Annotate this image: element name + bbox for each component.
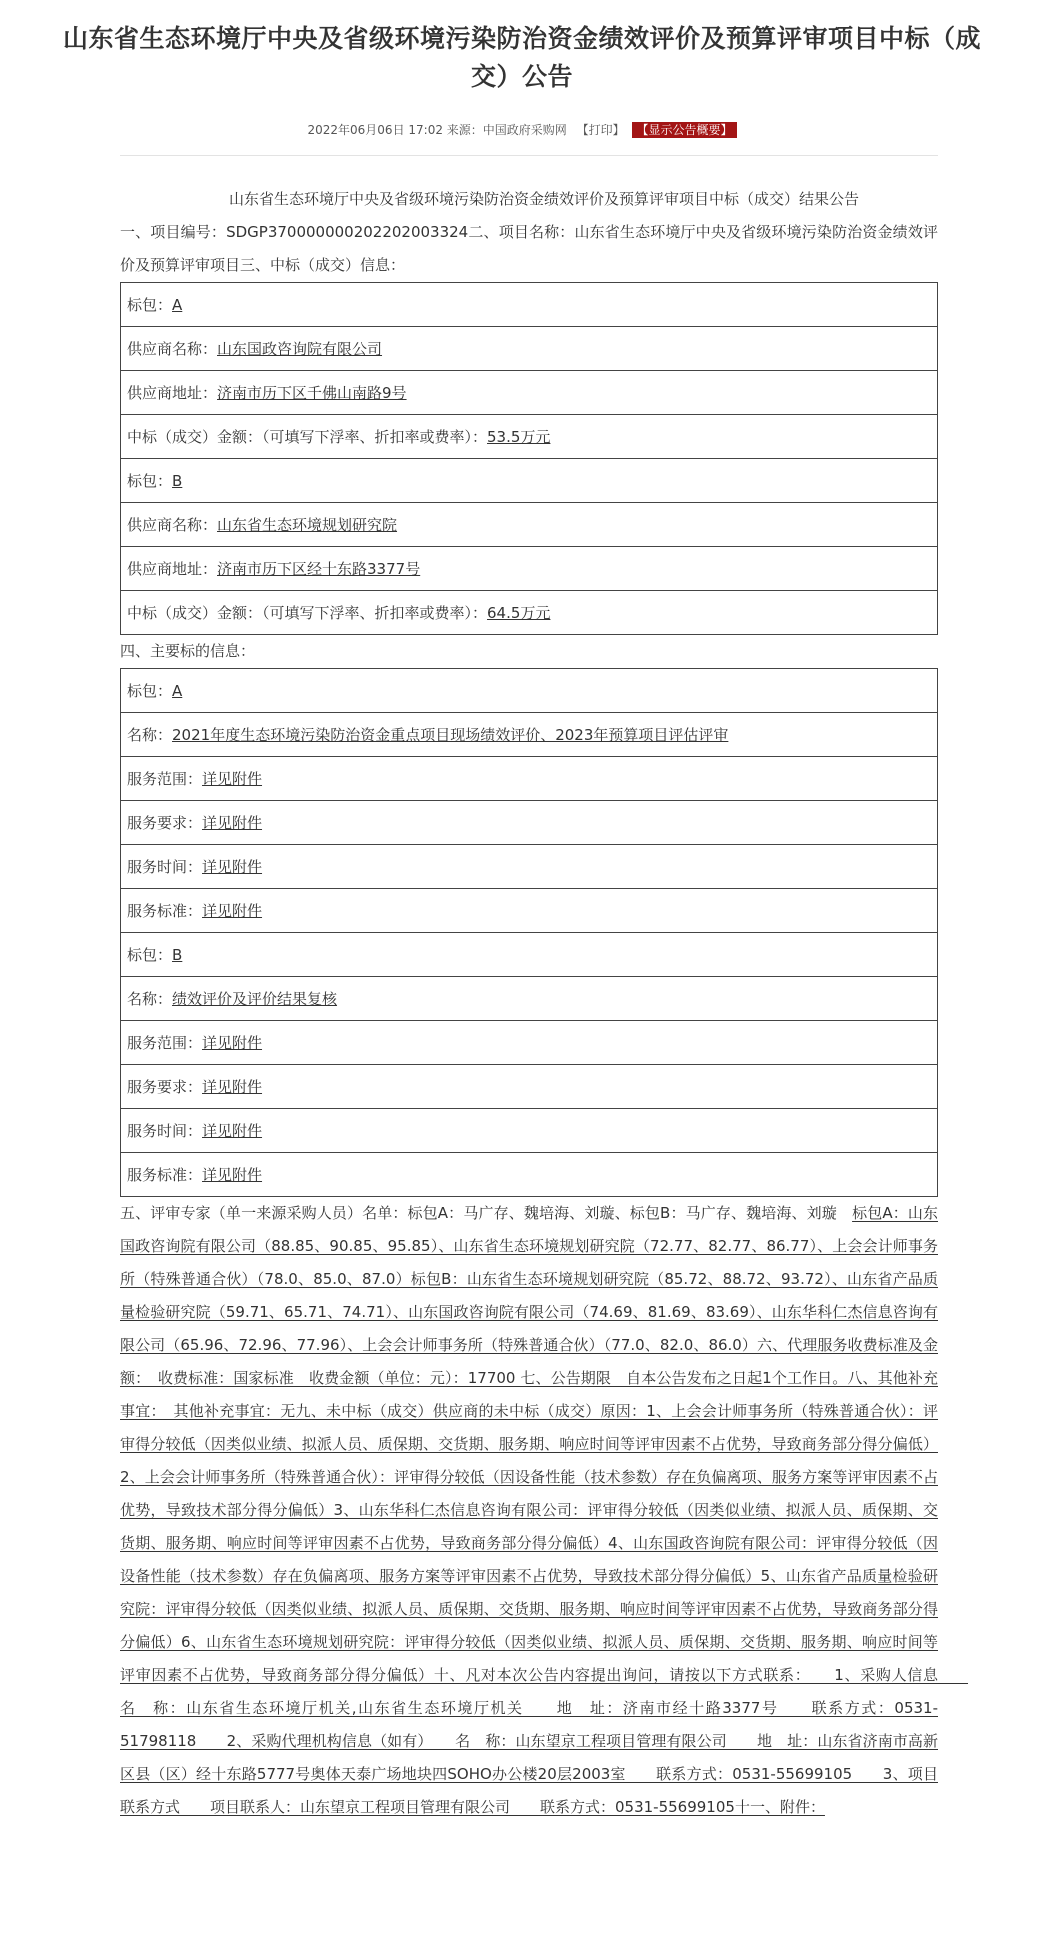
table-row: [121, 933, 938, 977]
field-value: 53.5万元: [487, 427, 551, 446]
field-label: 服务要求：: [127, 1077, 203, 1096]
table-row: [121, 591, 938, 635]
field-value: A: [172, 295, 183, 314]
field-label: 服务要求：: [127, 813, 203, 832]
table-cell: [121, 1153, 938, 1197]
table-row: [121, 1065, 938, 1109]
field-value: 详见附件: [202, 1121, 263, 1140]
field-label: 标包：: [127, 945, 173, 964]
page-title: [0, 20, 1044, 96]
field-label: 服务范围：: [127, 1033, 203, 1052]
field-label: 服务范围：: [127, 769, 203, 788]
field-value: 详见附件: [202, 857, 263, 876]
field-label: 服务标准：: [127, 901, 203, 920]
table-cell: [121, 1021, 938, 1065]
field-value: A: [172, 681, 183, 700]
field-label: 供应商地址：: [127, 383, 218, 402]
field-label: 供应商名称：: [127, 339, 218, 358]
table-row: [121, 415, 938, 459]
table-row: [121, 503, 938, 547]
field-value: 2021年度生态环境污染防治资金重点项目现场绩效评价、2023年预算项目评估评审: [172, 725, 729, 744]
table-row: [121, 669, 938, 713]
table-cell: [121, 591, 938, 635]
field-label: 供应商名称：: [127, 515, 218, 534]
publish-date: 2022年06月06日 17:02: [307, 123, 443, 137]
header-divider: [120, 155, 938, 156]
table-cell: [121, 547, 938, 591]
field-value: 详见附件: [202, 813, 263, 832]
field-value: 详见附件: [202, 1033, 263, 1052]
field-value: 济南市历下区经十东路3377号: [217, 559, 421, 578]
field-value: 济南市历下区千佛山南路9号: [217, 383, 407, 402]
field-value: 详见附件: [202, 1165, 263, 1184]
table-cell: [121, 801, 938, 845]
show-summary-button[interactable]: 【显示公告概要】: [632, 122, 736, 138]
table-cell: [121, 713, 938, 757]
table-row: [121, 283, 938, 327]
field-value: 山东省生态环境规划研究院: [217, 515, 398, 534]
source-text: 来源：中国政府采购网: [446, 123, 567, 137]
field-label: 中标（成交）金额：（可填写下浮率、折扣率或费率）：: [127, 603, 488, 622]
table-row: [121, 1109, 938, 1153]
field-value: 详见附件: [202, 1077, 263, 1096]
table-row: [121, 547, 938, 591]
field-value: 绩效评价及评价结果复核: [172, 989, 338, 1008]
field-value: 详见附件: [202, 901, 263, 920]
table-cell: [121, 503, 938, 547]
field-label: 服务标准：: [127, 1165, 203, 1184]
results-detail-text: 标包A：山东国政咨询院有限公司（88.85、90.85、95.85）、山东省生态环境规划研究院（72.77、82.77、86.77）、上会会计师事务所（特殊普通合伙）（78.0、85.0、87.0）标包B：山东省生态环境规划研究院（85.72、88.72、93.72）、山东省产品质量检验研究院（59.71、65.71、74.71）、山东国政咨询院有限公司（74.69、81.69、83.69）、山东华科仁杰信息咨询有限公司（65.96、72.96、77.96）、上会会计师事务所（特殊普通合伙）（77.0、82.0、86.0）六、代理服务收费标准及金额： 收费标准：国家标准 收费金额（单位：元）：17700 七、公告期限 自本公告发布之日起1个工作日。八、其他补充事宜： 其他补充事宜：无九、未中标（成交）供应商的未中标（成交）原因：1、上会会计师事务所（特殊普通合伙）：评审得分较低（因类似业绩、拟派人员、质保期、交货期、服务期、响应时间等评审因素不占优势，导致商务部分得分偏低）2、上会会计师事务所（特殊普通合伙）：评审得分较低（因设备性能（技术参数）存在负偏离项、服务方案等评审因素不占优势，导致技术部分得分偏低）3、山东华科仁杰信息咨询有限公司：评审得分较低（因类似业绩、拟派人员、质保期、交货期、服务期、响应时间等评审因素不占优势，导致商务部分得分偏低）4、山东国政咨询院有限公司：评审得分较低（因设备性能（技术参数）存在负偏离项、服务方案等评审因素不占优势，导致技术部分得分偏低）5、山东省产品质量检验研究院：评审得分较低（因类似业绩、拟派人员、质保期、交货期、服务期、响应时间等评审因素不占优势，导致商务部分得分偏低）6、山东省生态环境规划研究院：评审得分较低（因类似业绩、拟派人员、质保期、交货期、服务期、响应时间等评审因素不占优势，导致商务部分得分偏低）十、凡对本次公告内容提出询问，请按以下方式联系： 1、采购人信息 名 称：山东省生态环境厅机关,山东省生态环境厅机关 地 址：济南市经十路3377号 联系方式：0531-51798118 2、采购代理机构信息（如有） 名 称：山东望京工程项目管理有限公司 地 址：山东省济南市高新区县（区）经十东路5777号奥体天泰广场地块四SOHO办公楼20层2003室 联系方式：0531-55699105 3、项目联系方式 项目联系人：山东望京工程项目管理有限公司 联系方式：0531-55699105十一、附件：: [120, 1204, 969, 1816]
field-label: 服务时间：: [127, 857, 203, 876]
field-label: 标包：: [127, 295, 173, 314]
field-value: B: [172, 471, 183, 490]
project-info-paragraph: 一、项目编号：SDGP370000000202202003324二、项目名称：山东省生态环境厅中央及省级环境污染防治资金绩效评价及预算评审项目三、中标（成交）信息：: [120, 223, 938, 274]
table-row: [121, 757, 938, 801]
table-cell: [121, 669, 938, 713]
table-row: [121, 459, 938, 503]
table-row: [121, 1153, 938, 1197]
field-label: 中标（成交）金额：（可填写下浮率、折扣率或费率）：: [127, 427, 488, 446]
table-cell: [121, 845, 938, 889]
field-label: 服务时间：: [127, 1121, 203, 1140]
field-value: B: [172, 945, 183, 964]
winner-info-table: [120, 282, 938, 635]
field-value: 山东国政咨询院有限公司: [217, 339, 383, 358]
announcement-tail-paragraph: [120, 1197, 969, 1824]
table-cell: [121, 889, 938, 933]
announcement-heading: 山东省生态环境厅中央及省级环境污染防治资金绩效评价及预算评审项目中标（成交）结果公告: [228, 190, 859, 208]
table-row: [121, 801, 938, 845]
article-meta: [0, 121, 1044, 138]
article-body: [120, 183, 969, 1824]
table-row: [121, 1021, 938, 1065]
field-value: 详见附件: [202, 769, 263, 788]
field-label: 供应商地址：: [127, 559, 218, 578]
field-value: 64.5万元: [487, 603, 551, 622]
field-label: 名称：: [127, 725, 173, 744]
table-cell: [121, 977, 938, 1021]
page-title-line1: 山东省生态环境厅中央及省级环境污染防治资金绩效评价及预算评审项目中标（成: [62, 24, 981, 53]
table-cell: [121, 757, 938, 801]
table-cell: [121, 1065, 938, 1109]
field-label: 标包：: [127, 681, 173, 700]
table-row: [121, 371, 938, 415]
print-link[interactable]: 【打印】: [576, 123, 625, 137]
table-cell: [121, 283, 938, 327]
table-cell: [121, 371, 938, 415]
table-cell: [121, 1109, 938, 1153]
experts-list-text: 五、评审专家（单一来源采购人员）名单：标包A：马广存、魏培海、刘璇、标包B：马广存、魏培海、刘璇: [120, 1204, 853, 1222]
table-row: [121, 977, 938, 1021]
section4-heading: 四、主要标的信息：: [120, 642, 256, 660]
table-cell: [121, 415, 938, 459]
field-label: 名称：: [127, 989, 173, 1008]
table-row: [121, 713, 938, 757]
table-cell: [121, 327, 938, 371]
table-row: [121, 327, 938, 371]
table-row: [121, 845, 938, 889]
field-label: 标包：: [127, 471, 173, 490]
table-cell: [121, 933, 938, 977]
table-row: [121, 889, 938, 933]
table-cell: [121, 459, 938, 503]
page-title-line2: 交）公告: [470, 62, 573, 91]
subject-info-table: [120, 668, 938, 1197]
